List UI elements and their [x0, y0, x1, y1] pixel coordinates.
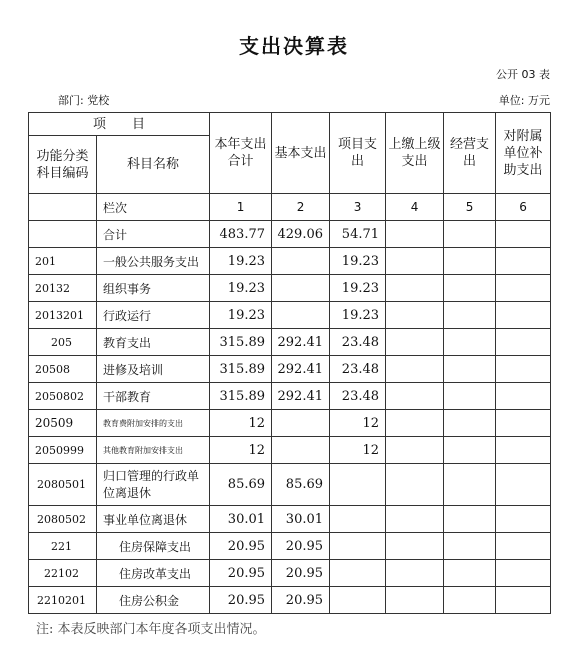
row-value: 315.89: [210, 356, 272, 383]
row-value: [444, 464, 496, 506]
header-name: 科目名称: [97, 136, 210, 194]
row-value: [496, 383, 551, 410]
row-code: 20508: [29, 356, 97, 383]
row-name: 住房改革支出: [97, 560, 210, 587]
column-index-5: 5: [444, 194, 496, 221]
row-value: [444, 275, 496, 302]
row-value: [444, 587, 496, 614]
row-value: [272, 248, 330, 275]
header-col-6: 对附属单位补助支出: [496, 113, 551, 194]
total-value-3: 54.71: [330, 221, 386, 248]
row-code: 2210201: [29, 587, 97, 614]
table-row: [29, 506, 551, 533]
row-value: [386, 506, 444, 533]
row-value: [272, 275, 330, 302]
row-value: 19.23: [330, 248, 386, 275]
department-label: 部门: 党校: [58, 94, 110, 107]
row-value: [330, 506, 386, 533]
row-name: 教育支出: [97, 329, 210, 356]
row-value: 20.95: [272, 587, 330, 614]
row-value: [386, 437, 444, 464]
row-value: [444, 410, 496, 437]
total-value-5: [444, 221, 496, 248]
row-value: 292.41: [272, 383, 330, 410]
row-value: [444, 506, 496, 533]
row-value: 292.41: [272, 329, 330, 356]
row-name: 其他教育附加安排支出: [97, 437, 210, 464]
row-value: 12: [210, 410, 272, 437]
row-value: [330, 587, 386, 614]
table-row: [29, 302, 551, 329]
row-value: [496, 329, 551, 356]
total-label: 合计: [97, 221, 210, 248]
row-value: 85.69: [272, 464, 330, 506]
row-value: [330, 464, 386, 506]
row-code: 2050999: [29, 437, 97, 464]
row-value: 19.23: [330, 302, 386, 329]
row-value: [386, 329, 444, 356]
column-index-6: 6: [496, 194, 551, 221]
row-value: [444, 437, 496, 464]
row-name: 教育费附加安排的支出: [97, 410, 210, 437]
row-value: 12: [210, 437, 272, 464]
table-row: [29, 275, 551, 302]
table-row: [29, 329, 551, 356]
row-value: 20.95: [272, 560, 330, 587]
total-value-2: 429.06: [272, 221, 330, 248]
row-value: [496, 275, 551, 302]
row-value: [386, 587, 444, 614]
total-value-6: [496, 221, 551, 248]
row-name: 住房保障支出: [97, 533, 210, 560]
row-value: [496, 410, 551, 437]
row-value: 23.48: [330, 383, 386, 410]
row-name: 进修及培训: [97, 356, 210, 383]
row-value: 19.23: [210, 302, 272, 329]
row-value: [496, 464, 551, 506]
row-value: 19.23: [210, 248, 272, 275]
total-value-1: 483.77: [210, 221, 272, 248]
row-value: 315.89: [210, 383, 272, 410]
header-col-5: 经营支出: [444, 113, 496, 194]
table-row: [29, 248, 551, 275]
header-col-4: 上缴上级支出: [386, 113, 444, 194]
unit-label: 单位: 万元: [498, 94, 550, 107]
total-row: [29, 221, 551, 248]
column-index-row: [29, 194, 551, 221]
table-row: [29, 383, 551, 410]
table-row: [29, 356, 551, 383]
row-value: [386, 302, 444, 329]
row-value: [496, 248, 551, 275]
table-row: [29, 464, 551, 506]
row-value: 12: [330, 410, 386, 437]
row-value: [444, 356, 496, 383]
row-value: 23.48: [330, 356, 386, 383]
table-row: [29, 533, 551, 560]
row-value: 20.95: [272, 533, 330, 560]
row-code: 22102: [29, 560, 97, 587]
column-index-3: 3: [330, 194, 386, 221]
row-value: 292.41: [272, 356, 330, 383]
row-value: [386, 275, 444, 302]
row-value: [386, 464, 444, 506]
column-index-1: 1: [210, 194, 272, 221]
row-code: 2013201: [29, 302, 97, 329]
row-name: 组织事务: [97, 275, 210, 302]
table-row: [29, 437, 551, 464]
row-value: 20.95: [210, 587, 272, 614]
row-value: [496, 587, 551, 614]
row-code: 2080502: [29, 506, 97, 533]
header-col-1: 本年支出合计: [210, 113, 272, 194]
row-value: [496, 560, 551, 587]
row-value: 23.48: [330, 329, 386, 356]
row-value: [386, 560, 444, 587]
row-code: 20509: [29, 410, 97, 437]
row-value: [444, 248, 496, 275]
row-name: 归口管理的行政单位离退休: [97, 464, 210, 506]
row-code: 205: [29, 329, 97, 356]
row-value: [496, 506, 551, 533]
row-value: [386, 248, 444, 275]
row-value: [386, 356, 444, 383]
row-value: [272, 437, 330, 464]
row-name: 事业单位离退休: [97, 506, 210, 533]
row-name: 一般公共服务支出: [97, 248, 210, 275]
row-value: [496, 302, 551, 329]
header-item: 项 目: [29, 113, 210, 136]
row-name: 住房公积金: [97, 587, 210, 614]
row-code: 2050802: [29, 383, 97, 410]
row-code: 2080501: [29, 464, 97, 506]
row-name: 行政运行: [97, 302, 210, 329]
row-value: [496, 437, 551, 464]
column-index-2: 2: [272, 194, 330, 221]
row-code: 221: [29, 533, 97, 560]
expenditure-table: [28, 112, 551, 614]
row-value: [272, 410, 330, 437]
header-col-2: 基本支出: [272, 113, 330, 194]
column-index-label: 栏次: [97, 194, 210, 221]
row-value: 315.89: [210, 329, 272, 356]
table-row: [29, 560, 551, 587]
table-row: [29, 410, 551, 437]
row-code: 20132: [29, 275, 97, 302]
row-value: [386, 383, 444, 410]
report-title: 支出决算表: [239, 34, 349, 58]
row-value: [386, 410, 444, 437]
row-value: 30.01: [210, 506, 272, 533]
row-value: [496, 356, 551, 383]
footnote: 注: 本表反映部门本年度各项支出情况。: [36, 622, 266, 637]
row-value: 19.23: [210, 275, 272, 302]
row-name: 干部教育: [97, 383, 210, 410]
row-value: 12: [330, 437, 386, 464]
row-value: [386, 533, 444, 560]
table-row: [29, 587, 551, 614]
row-value: 85.69: [210, 464, 272, 506]
row-value: [330, 533, 386, 560]
row-value: [444, 533, 496, 560]
row-value: [444, 329, 496, 356]
row-value: [444, 302, 496, 329]
header-code: 功能分类科目编码: [29, 136, 97, 194]
row-value: [272, 302, 330, 329]
row-value: [444, 383, 496, 410]
row-value: 30.01: [272, 506, 330, 533]
row-value: [496, 533, 551, 560]
row-value: [444, 560, 496, 587]
form-number: 公开 03 表: [496, 68, 550, 81]
row-value: 20.95: [210, 560, 272, 587]
row-code: 201: [29, 248, 97, 275]
row-value: 19.23: [330, 275, 386, 302]
column-index-4: 4: [386, 194, 444, 221]
total-value-4: [386, 221, 444, 248]
header-col-3: 项目支出: [330, 113, 386, 194]
row-value: [330, 560, 386, 587]
row-value: 20.95: [210, 533, 272, 560]
